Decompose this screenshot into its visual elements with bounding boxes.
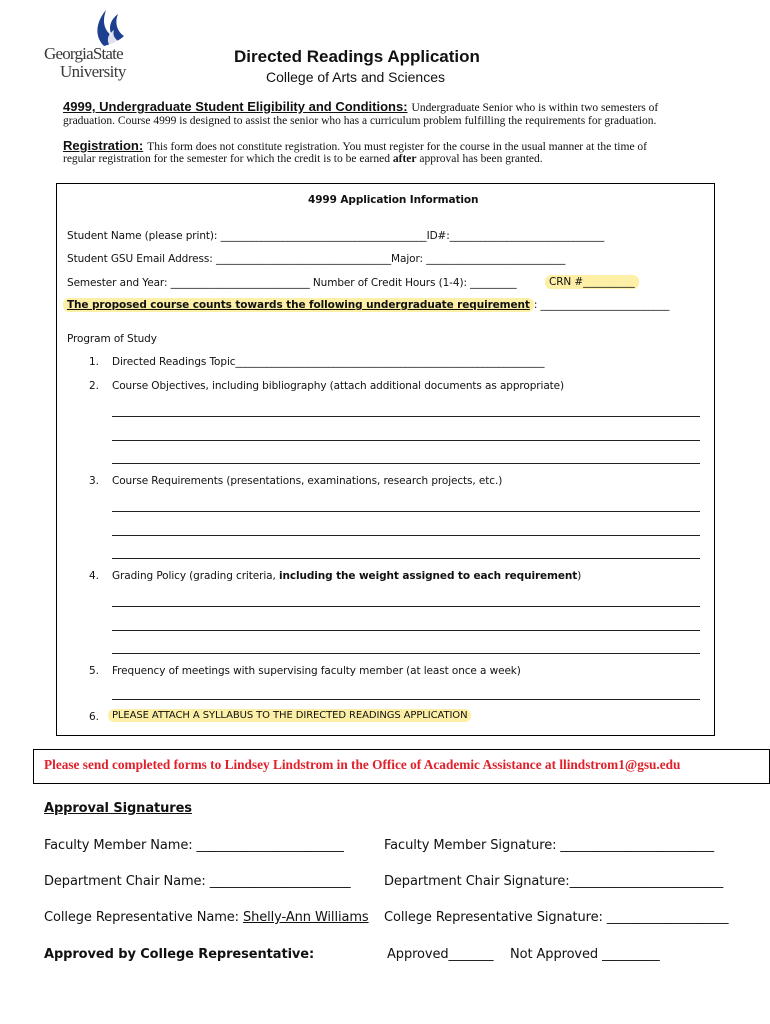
item-3-answer-line-3[interactable] [112, 558, 700, 559]
item-5-number: 5. [89, 665, 99, 677]
faculty-name-field[interactable]: Faculty Member Name: _______________________ [44, 838, 344, 853]
item-3-answer-line-2[interactable] [112, 535, 700, 536]
faculty-signature-field[interactable]: Faculty Member Signature: ________________________ [384, 838, 715, 853]
registration-heading: Registration: [63, 138, 144, 153]
crn-field[interactable]: CRN #__________ [545, 275, 639, 289]
rep-name-row [44, 910, 369, 925]
item-2-number: 2. [89, 380, 99, 392]
item-3-label: Course Requirements (presentations, examinations, research projects, etc.) [112, 475, 503, 487]
form-title: 4999 Application Information [308, 194, 479, 206]
registration-line2 [63, 153, 543, 165]
registration-text1: This form does not constitute registration. You must register for the course in the usual manner at the time of [147, 141, 648, 153]
requirement-row [63, 299, 669, 311]
eligibility-text2: graduation. Course 4999 is designed to assist the senior who has a curriculum problem fulfilling the requirements for graduation. [63, 115, 657, 127]
rep-name-label: College Representative Name: [44, 910, 243, 925]
logo-line2: University [60, 62, 126, 81]
chair-signature-field[interactable]: Department Chair Signature:________________________ [384, 874, 724, 889]
item-1-topic-field[interactable]: Directed Readings Topic____________________________________________________________ [112, 356, 545, 368]
notice-text: Please send completed forms to Lindsey Lindstrom in the Office of Academic Assistance at llindstrom1@gsu.edu [44, 757, 681, 772]
approval-heading: Approval Signatures [44, 801, 192, 816]
item-4-text-c: ) [577, 570, 582, 582]
gsu-flame-icon [90, 6, 130, 48]
gsu-logo [42, 6, 134, 86]
eligibility-text1: Undergraduate Senior who is within two semesters of [411, 102, 659, 114]
item-3-answer-line-1[interactable] [112, 511, 700, 512]
chair-name-field[interactable]: Department Chair Name: ______________________ [44, 874, 351, 889]
rep-name-value[interactable]: Shelly-Ann Williams [242, 910, 369, 925]
item-2-answer-line-3[interactable] [112, 463, 700, 464]
item-4-answer-line-2[interactable] [112, 630, 700, 631]
item-4-answer-line-1[interactable] [112, 606, 700, 607]
logo-line1: GeorgiaState [44, 44, 123, 63]
approved-by-label: Approved by College Representative: [44, 947, 315, 962]
item-2-answer-line-1[interactable] [112, 416, 700, 417]
item-5-label: Frequency of meetings with supervising faculty member (at least once a week) [112, 665, 521, 677]
eligibility-line1 [63, 98, 658, 116]
item-5-answer-line[interactable] [112, 699, 700, 700]
program-label: Program of Study [67, 333, 157, 345]
registration-text2b: after [392, 153, 417, 165]
item-1-number: 1. [89, 356, 99, 368]
item-4-text-b: including the weight assigned to each requirement [278, 570, 578, 582]
semester-field[interactable]: Semester and Year: ___________________________ Number of Credit Hours (1-4): _________ [67, 277, 517, 289]
item-4-label [112, 570, 581, 582]
registration-text2c: approval has been granted. [416, 153, 543, 165]
page-title: Directed Readings Application [234, 47, 480, 66]
requirement-field[interactable]: : _________________________ [533, 299, 670, 311]
item-6-number: 6. [89, 711, 99, 723]
item-2-answer-line-2[interactable] [112, 440, 700, 441]
rep-signature-field[interactable]: College Representative Signature: ___________________ [384, 910, 729, 925]
item-2-label: Course Objectives, including bibliography (attach additional documents as appropriate) [112, 380, 565, 392]
item-4-answer-line-3[interactable] [112, 653, 700, 654]
item-3-number: 3. [89, 475, 99, 487]
eligibility-heading: 4999, Undergraduate Student Eligibility and Conditions: [63, 99, 408, 114]
item-4-number: 4. [89, 570, 99, 582]
registration-text2a: regular registration for the semester for which the credit is to be earned [63, 153, 393, 165]
page-subtitle: College of Arts and Sciences [266, 69, 445, 85]
item-4-text-a: Grading Policy (grading criteria, [112, 570, 279, 582]
item-6-label: PLEASE ATTACH A SYLLABUS TO THE DIRECTED READINGS APPLICATION [108, 709, 471, 722]
email-field[interactable]: Student GSU Email Address: __________________________________Major: ___________________________ [67, 253, 566, 265]
requirement-label: The proposed course counts towards the following undergraduate requirement [63, 298, 534, 312]
student-name-field[interactable]: Student Name (please print): ________________________________________ID#:______________________________ [67, 230, 605, 242]
approved-field[interactable]: Approved_______ [387, 947, 494, 962]
not-approved-field[interactable]: Not Approved _________ [510, 947, 660, 962]
